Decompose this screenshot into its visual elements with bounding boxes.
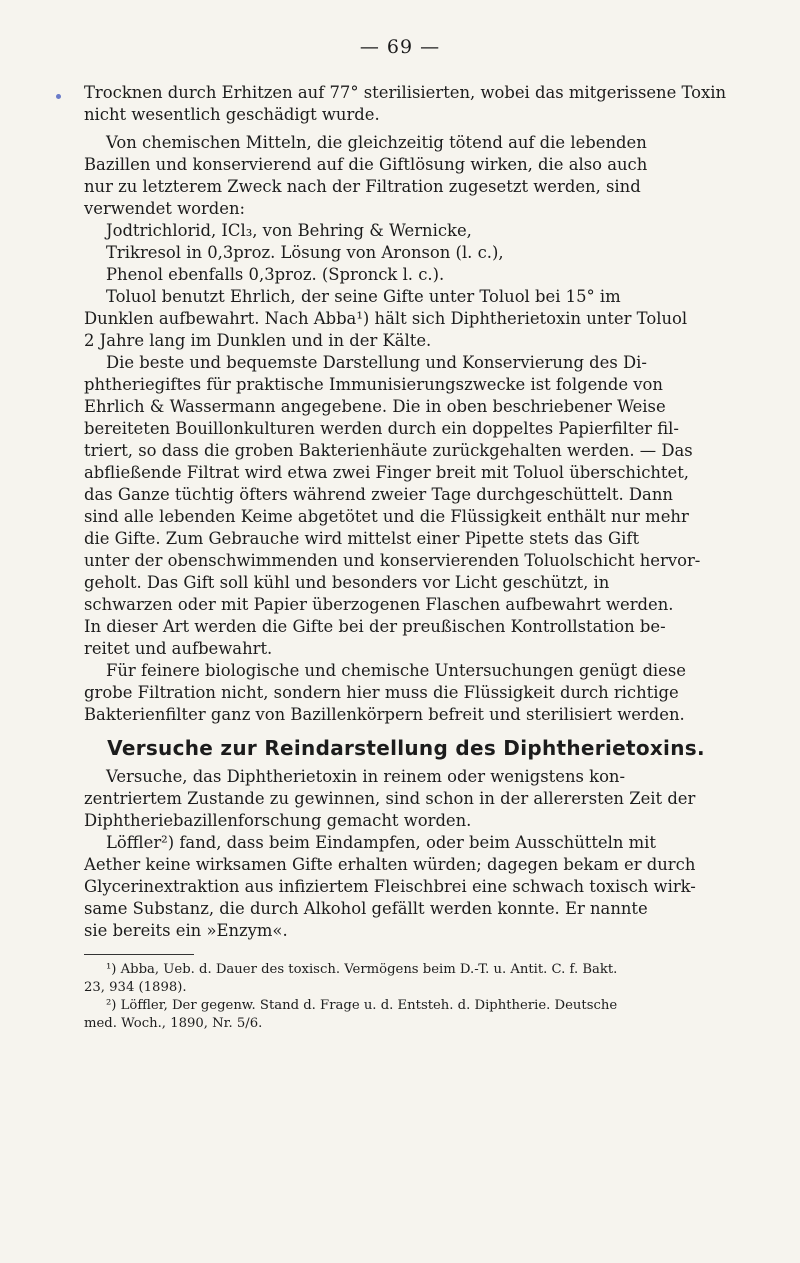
page-number: — 69 —: [359, 36, 441, 58]
footnote-2: ²) Löffler, Der gegenw. Stand d. Frage u. d. Entsteh. d. Diphtherie. Deutsche med. Woch., 1890, Nr. 5/6.: [84, 998, 618, 1031]
paragraph-3: Die beste und bequemste Darstellung und Konservierung des Di- phtheriegiftes für praktische Immunisierungszwecke ist folgende von Ehrlich & Wassermann angegebene. Die in oben beschriebener Weise bereiteten Bouillonkulturen werden durch ein doppeltes Papierfilter fil- triert, so dass die groben Bakterienhäute zurückgehalten werden. — Das abfließende Filtrat wird etwa zwei Finger breit mit Toluol überschichtet, das Ganze tüchtig öfters während zweier Tage durchgeschüttelt. Dann sind alle lebenden Keime abgetötet und die Flüssigkeit enthält nur mehr die Gifte. Zum Gebrauche wird mittelst einer Pipette stets das Gift unter der obenschwimmenden und konservierenden Toluolschicht hervor- geholt. Das Gift soll kühl und besonders vor Licht geschützt, in schwarzen oder mit Papier überzogenen Flaschen aufbewahrt werden. In dieser Art werden die Gifte bei der preußischen Kontrollstation be- reitet und aufbewahrt.: [84, 353, 701, 658]
paragraph-1: Trocknen durch Erhitzen auf 77° sterilisierten, wobei das mitgerissene Toxin nicht wesentlich geschädigt wurde.: [84, 83, 727, 124]
paragraph-2: Von chemischen Mitteln, die gleichzeitig tötend auf die lebenden Bazillen und konservierend auf die Giftlösung wirken, die also auch nur zu letzterem Zweck nach der Filtration zugesetzt werden, sind verwendet worden:: [84, 133, 648, 218]
paragraph-4: Für feinere biologische und chemische Untersuchungen genügt diese grobe Filtration nicht, sondern hier muss die Flüssigkeit durch richtige Bakterienfilter ganz von Bazillenkörpern befreit und sterilisiert werden.: [84, 661, 686, 724]
margin-mark-icon: [56, 94, 61, 99]
footnote-divider: [84, 954, 194, 955]
paragraph-5: Versuche, das Diphtherietoxin in reinem oder wenigstens kon- zentriertem Zustande zu gewinnen, sind schon in der allerersten Zeit der Diphtheriebazillenforschung gemacht worden.: [84, 767, 696, 830]
agent-list: Jodtrichlorid, ICl₃, von Behring & Wernicke, Trikresol in 0,3proz. Lösung von Aronson (l. c.), Phenol ebenfalls 0,3proz. (Spronck l. c.). Toluol benutzt Ehrlich, der seine Gifte unter Toluol bei 15° im Dunklen aufbewahrt. Nach Abba¹) hält sich Diphtherietoxin unter Toluol 2 Jahre lang im Dunklen und in der Kälte.: [84, 221, 688, 350]
section-heading: Versuche zur Reindarstellung des Diphtherietoxins.: [107, 736, 705, 760]
main-text: [84, 82, 728, 1033]
paragraph-6: Löffler²) fand, dass beim Eindampfen, oder beim Ausschütteln mit Aether keine wirksamen Gifte erhalten würden; dagegen bekam er durch Glycerinextraktion aus infiziertem Fleischbrei eine schwach toxisch wirk- same Substanz, die durch Alkohol gefällt werden konnte. Er nannte sie bereits ein »Enzym«.: [84, 833, 696, 940]
footnote-1: ¹) Abba, Ueb. d. Dauer des toxisch. Vermögens beim D.-T. u. Antit. C. f. Bakt. 23, 934 (1898).: [84, 962, 618, 995]
